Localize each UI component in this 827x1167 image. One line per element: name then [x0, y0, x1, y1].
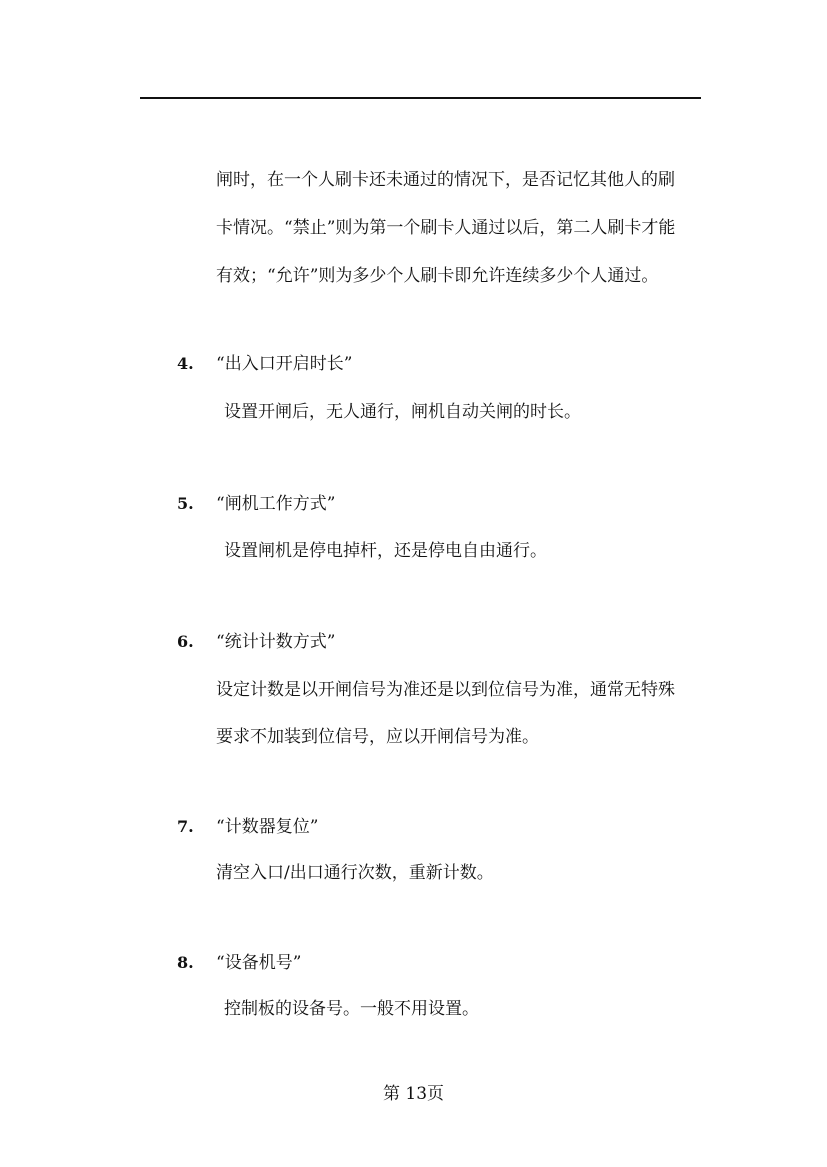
section-title: “闸机工作方式”	[216, 494, 336, 514]
section-number: 5.	[177, 494, 194, 513]
section-title: “统计计数方式”	[216, 632, 336, 652]
section-title: “计数器复位”	[216, 817, 319, 837]
section-number: 6.	[177, 632, 194, 651]
section-text: 要求不加装到位信号，应以开闸信号为准。	[216, 727, 539, 747]
section-text: 设置闸机是停电掉杆，还是停电自由通行。	[224, 541, 547, 561]
section-text: 清空入口/出口通行次数，重新计数。	[216, 863, 494, 883]
section-text: 设置开闸后，无人通行，闸机自动关闸的时长。	[224, 402, 581, 422]
section-title: “设备机号”	[216, 953, 302, 973]
section-text: 控制板的设备号。一般不用设置。	[224, 999, 479, 1019]
header-rule	[140, 97, 701, 99]
section-text: 设定计数是以开闸信号为准还是以到位信号为准，通常无特殊	[216, 680, 675, 700]
section-number: 7.	[177, 817, 194, 836]
intro-line: 闸时，在一个人刷卡还未通过的情况下，是否记忆其他人的刷	[216, 170, 675, 190]
intro-line: 卡情况。“禁止”则为第一个刷卡人通过以后，第二人刷卡才能	[216, 218, 676, 238]
section-number: 8.	[177, 953, 194, 972]
section-number: 4.	[177, 354, 194, 373]
intro-line: 有效；“允许”则为多少个人刷卡即允许连续多少个人通过。	[216, 266, 659, 286]
page-number: 第 13页	[382, 1084, 445, 1104]
section-title: “出入口开启时长”	[216, 354, 353, 374]
